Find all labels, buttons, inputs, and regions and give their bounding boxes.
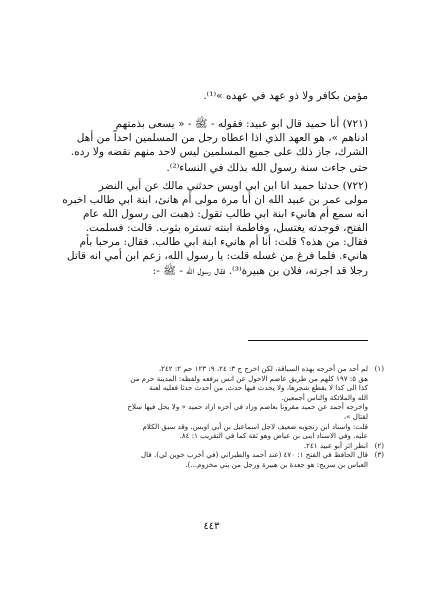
- footnote-number: (١): [374, 364, 384, 373]
- main-line-continuation: مؤمن بكافر ولا ذو عهد في عهده »⁽¹⁾.: [203, 90, 368, 102]
- footnote-line: انظر اثر أبو عبيد ٢٤١.: [303, 440, 368, 450]
- footnote-line: واخرجه أحمد عن حميد مقرونا بعاصم وزاد في آخره ازاد حميد « ولا يحل فيها سلاح: [127, 402, 368, 412]
- main-line: ادناهم »، هو العهد الذي اذا اعطاه رجل من المسلمين احداً من أهل: [76, 132, 368, 144]
- footnote-line: قلت: واسناد ابن زنجويه ضعيف لاجل اسماعيل بن أبي اويس. وقد سبق الكلام: [142, 421, 368, 431]
- main-line: فقال: من هذه؟ قلت: أنا أم هانيء ابنة ابي طالب. فقال: مرحبا بأم: [79, 236, 368, 248]
- footnote-line: الله والملائكة والناس أجمعين.: [281, 392, 368, 402]
- footnote-line: هق ٥: ١٩٧ كلهم من طريق عاصم الاحول عن انس يرفعه ولفظه: المدينة حرم من: [130, 373, 368, 383]
- footnote-line: لقتال »،: [343, 412, 368, 421]
- footnote-line: عليه. وفي الاسناد ابنى بن عياض وهو ثقة كما في التقريب ١: ٨٤.: [179, 431, 368, 441]
- main-line: مولى عمر بن عبيد الله ان أبا مرة مولى أم هانئ، ابنة ابي طالب اخبره: [62, 194, 368, 206]
- main-line: الفتح، فوجدته يغتسل، وفاطمة ابنته تستره بثوب. قالت: فسلمت.: [85, 222, 368, 234]
- main-line: الشرك، جاز ذلك على جميع المسلمين ليس لاحد منهم نقضه ولا رده.: [70, 146, 368, 158]
- page-number: ٤٤٣: [203, 521, 220, 532]
- main-line: (٧٢١) أنا حميد قال ابو عبيد: فقوله - ﷺ - « يسعى بذمتهم: [115, 118, 368, 130]
- main-line: (٧٢٢) حدثنا حميد انا ابن ابي اويس حدثني مالك عن أبي النضر: [98, 180, 368, 192]
- main-line: انه سمع أم هانيء ابنة ابي طالب تقول: ذهبت الى رسول الله عام: [82, 208, 368, 220]
- footnote-number: (٣): [374, 450, 384, 460]
- footnotes: [58, 340, 384, 500]
- footnote-rule: [248, 340, 368, 341]
- main-line: حتى جاءت سنة رسول الله بذلك في النساء⁽²⁾.: [166, 162, 368, 174]
- footnote-line: العباس بن سريج: هو جعدة بن هبيرة ورجل من بني مخزوم...).: [185, 460, 368, 469]
- footnote-line: لم أجد من أخرجه بهذه السياقة، لكن اخرج ج ٣: ٢٤، ٩: ١٢٣ حم ٢: ٢٤٢،: [158, 364, 368, 373]
- footnote-number: (٢): [374, 440, 384, 450]
- main-line: رجلا قد اجرته، فلان بن هبيرة⁽³⁾. فقال رسول الله - ﷺ -:: [152, 265, 368, 277]
- footnote-line: كذا الى كذا لا يقطع شجرها، ولا يحدث فيها حدث. من أحدث حدثا فعليه لعنة: [149, 383, 368, 393]
- footnote-line: قال الحافظ في الفتح ١: ٤٧٠ (عند أحمد والطبراني (في أخرب خوين لي). قال: [141, 450, 368, 460]
- main-text: [58, 90, 368, 335]
- main-line: هانيء. فلما فرغ من غسله قلت: يا رسول الله، زعم ابن أمي انه قاتل: [66, 250, 368, 262]
